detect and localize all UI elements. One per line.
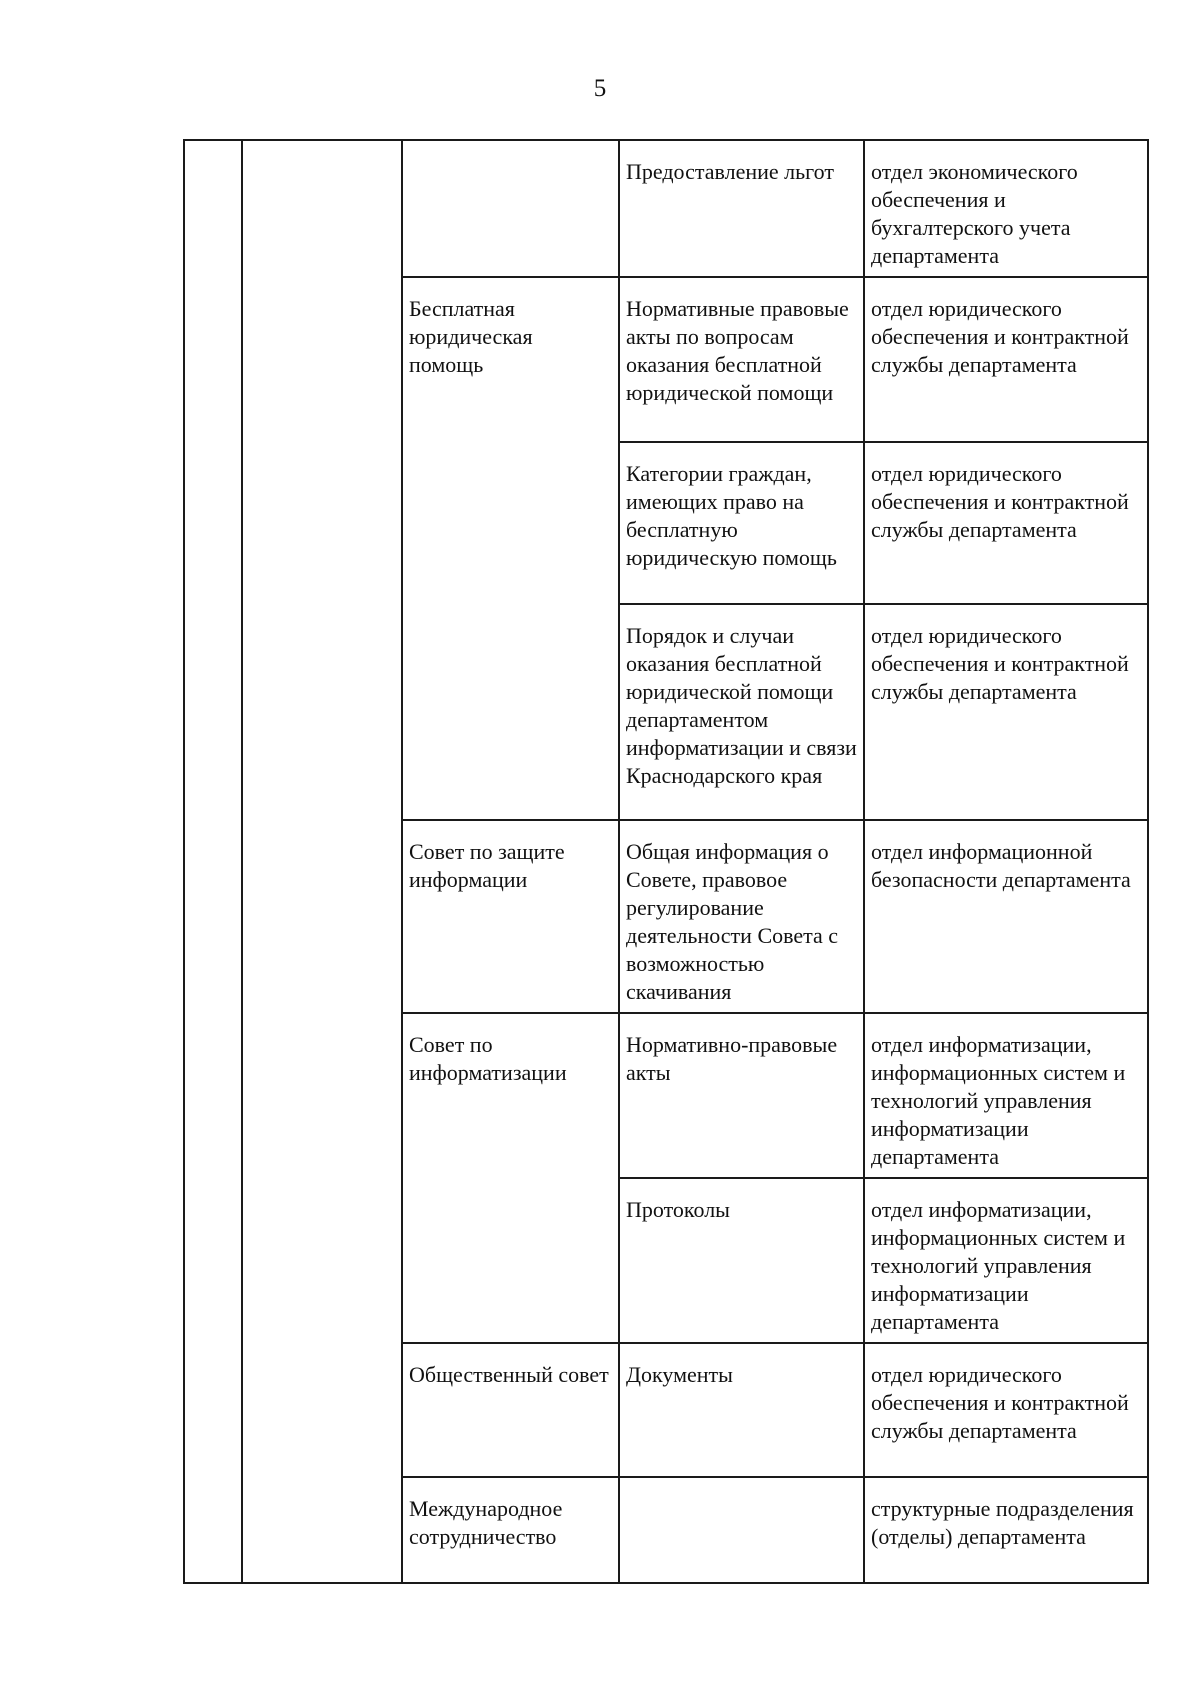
- item-cell: Протоколы: [619, 1178, 864, 1343]
- number-column-cell: [184, 140, 242, 1583]
- section-cell: Совет по информатизации: [402, 1013, 619, 1343]
- document-table: [183, 139, 1149, 1584]
- section-cell: Совет по защите информации: [402, 820, 619, 1013]
- responsible-cell: отдел юридического обеспечения и контрактной службы департамента: [864, 1343, 1148, 1477]
- responsible-cell: отдел информатизации, информационных систем и технологий управления информатизации департамента: [864, 1178, 1148, 1343]
- responsible-cell: отдел юридического обеспечения и контрактной службы департамента: [864, 277, 1148, 442]
- page-number: 5: [593, 75, 607, 102]
- item-cell: Категории граждан, имеющих право на бесплатную юридическую помощь: [619, 442, 864, 604]
- item-cell: [619, 1477, 864, 1583]
- item-cell: Предоставление льгот: [619, 140, 864, 277]
- section-cell: Бесплатная юридическая помощь: [402, 277, 619, 820]
- responsible-cell: отдел информационной безопасности департамента: [864, 820, 1148, 1013]
- section-cell: Международное сотрудничество: [402, 1477, 619, 1583]
- responsible-cell: отдел юридического обеспечения и контрактной службы департамента: [864, 604, 1148, 820]
- responsible-cell: структурные подразделения (отделы) департамента: [864, 1477, 1148, 1583]
- responsible-cell: отдел юридического обеспечения и контрактной службы департамента: [864, 442, 1148, 604]
- section-cell: [402, 140, 619, 277]
- table-row: [184, 140, 1148, 277]
- item-cell: Нормативные правовые акты по вопросам оказания бесплатной юридической помощи: [619, 277, 864, 442]
- section-cell: Общественный совет: [402, 1343, 619, 1477]
- rubric-column-cell: [242, 140, 402, 1583]
- item-cell: Нормативно-правовые акты: [619, 1013, 864, 1178]
- responsible-cell: отдел экономического обеспечения и бухгалтерского учета департамента: [864, 140, 1148, 277]
- item-cell: Порядок и случаи оказания бесплатной юридической помощи департаментом информатизации и связи Краснодарского края: [619, 604, 864, 820]
- item-cell: Общая информация о Совете, правовое регулирование деятельности Совета с возможностью скачивания: [619, 820, 864, 1013]
- item-cell: Документы: [619, 1343, 864, 1477]
- responsible-cell: отдел информатизации, информационных систем и технологий управления информатизации департамента: [864, 1013, 1148, 1178]
